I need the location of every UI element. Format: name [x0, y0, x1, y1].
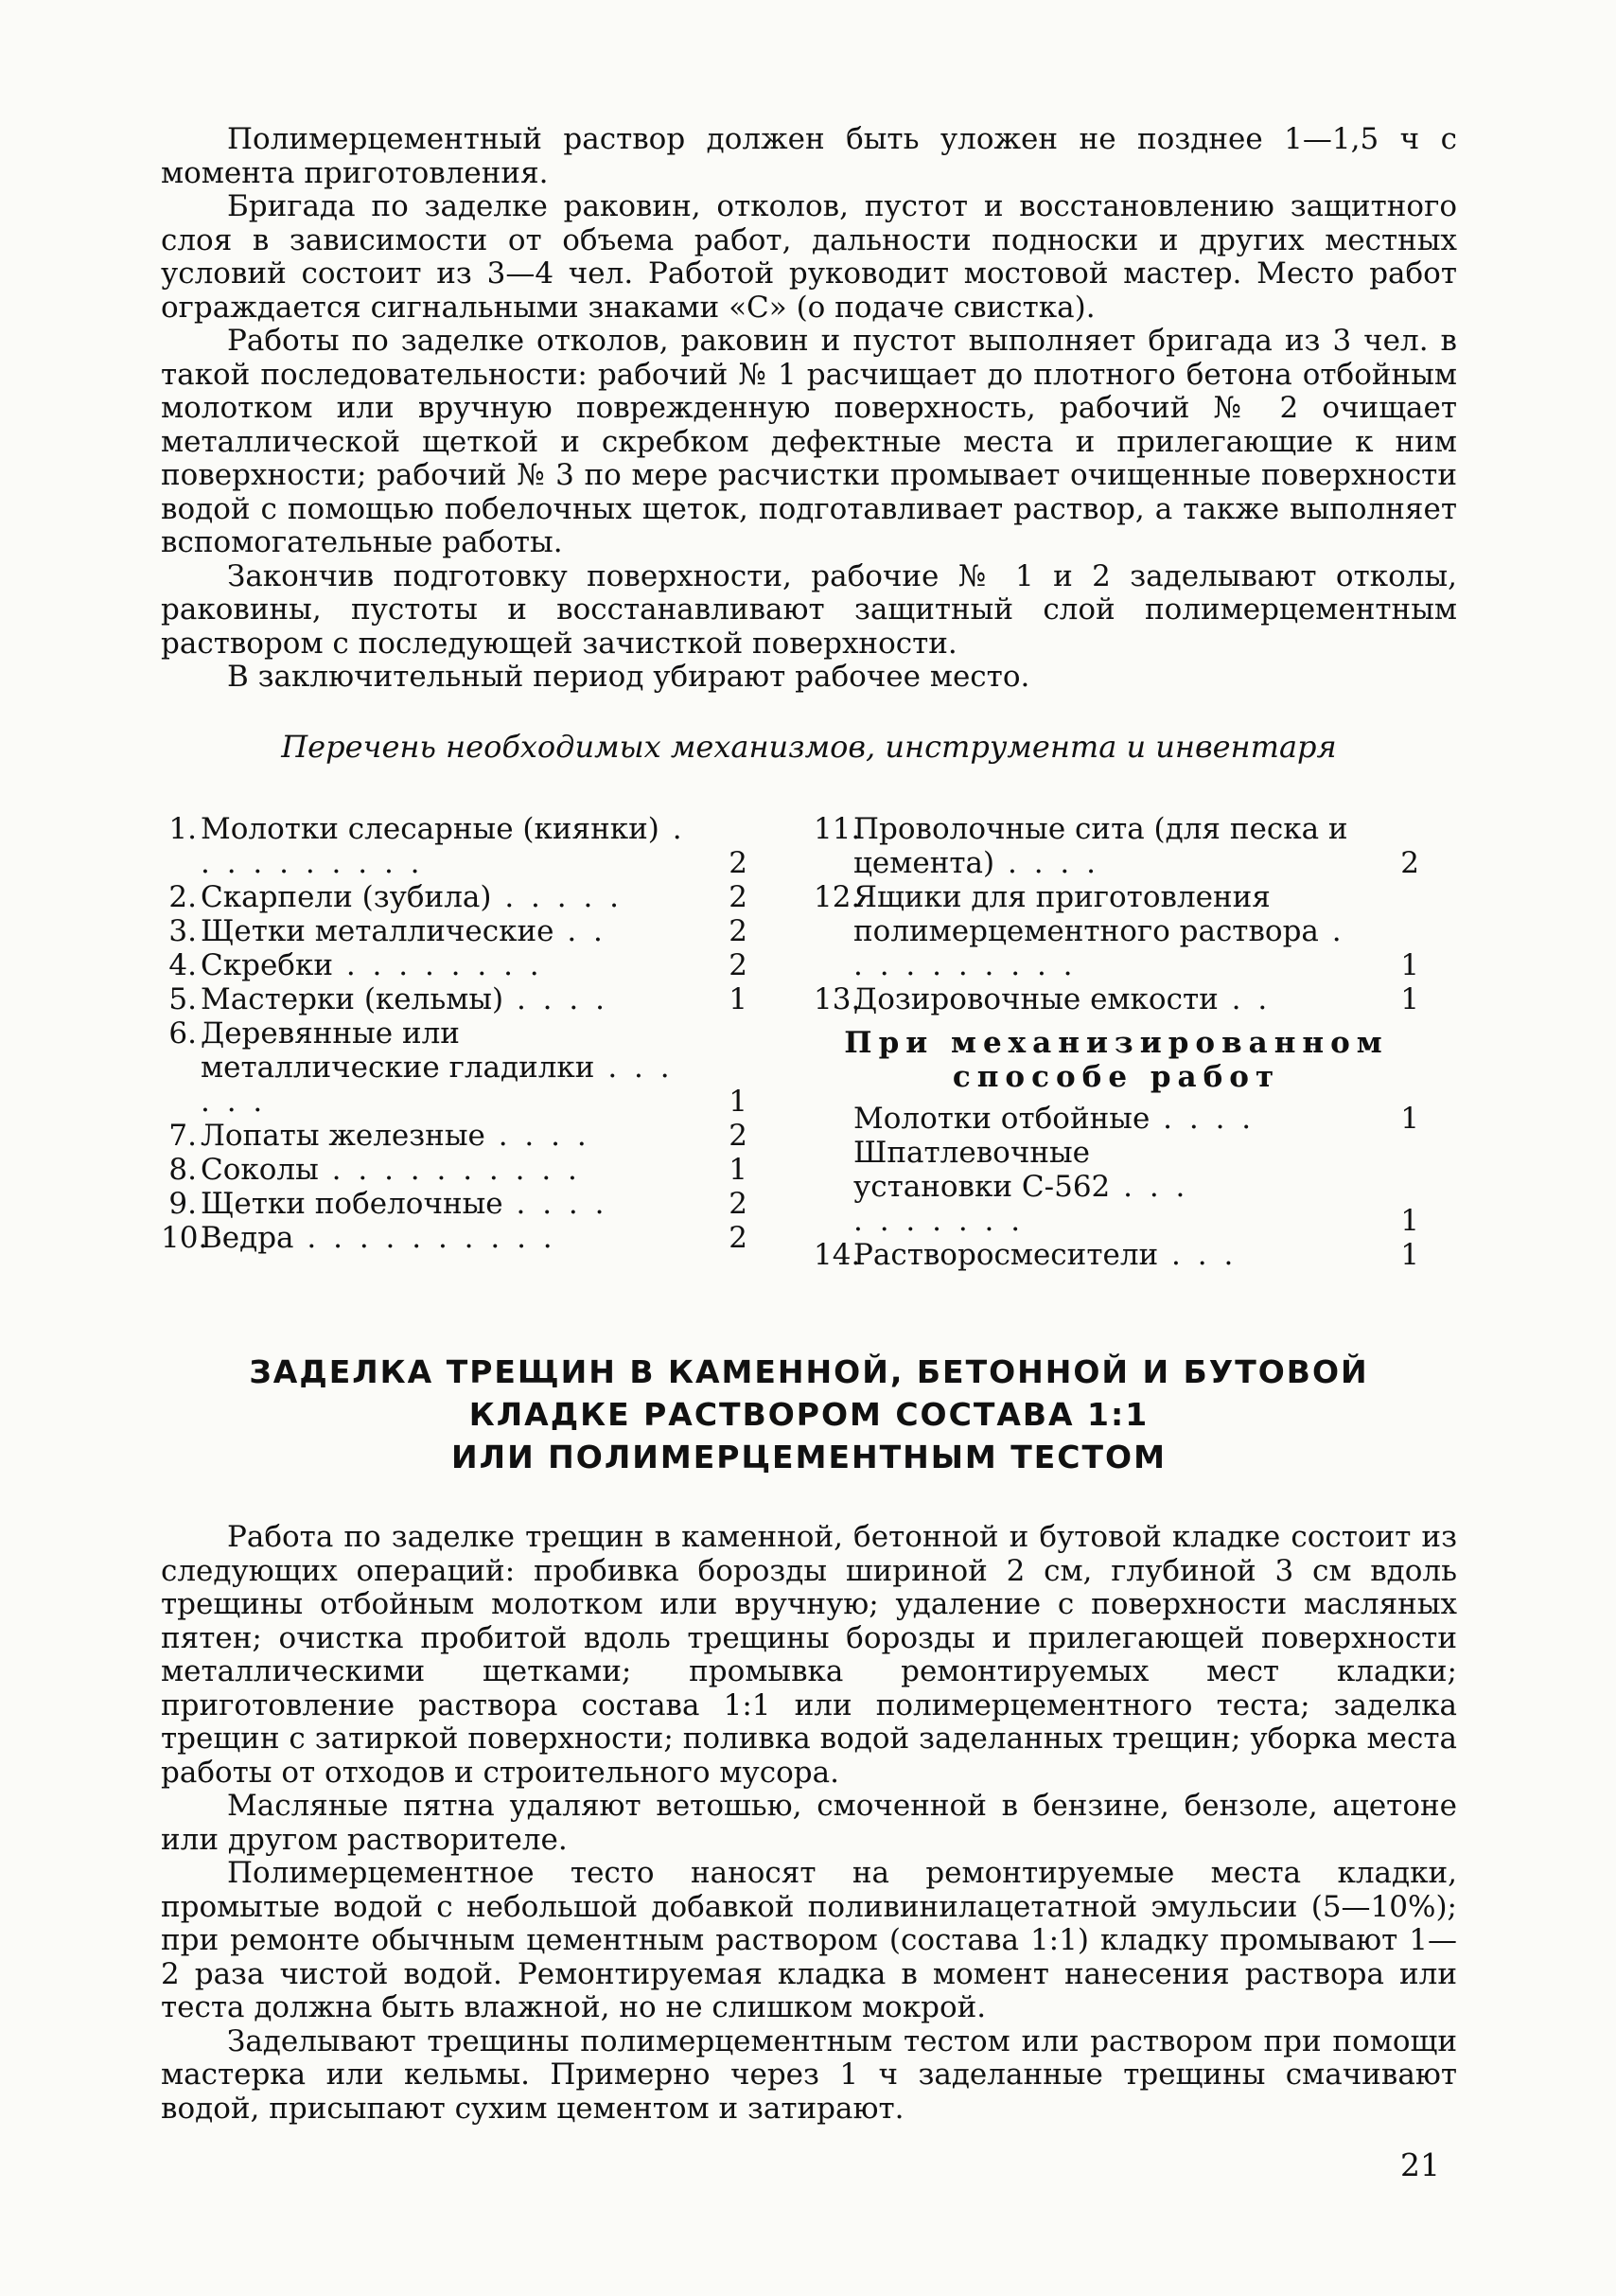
paragraph: Полимерцементное тесто наносят на ремонтируемые места кладки, промытые водой с небольшой добавкой поливинилацетатной эмульсии (5—10%); при ремонте обычным цементным раствором (состава 1:1) кладку промывают 1—2 раза чистой водой. Ремонтируемая кладка в момент нанесения раствора или теста должна быть влажной, но не слишком мокрой.: [161, 1856, 1457, 2024]
list-item: 2. Скарпели (зубила) . . . . . 2: [161, 880, 747, 914]
item-label: Щетки побелочные: [201, 1187, 503, 1221]
item-number: 7.: [168, 1119, 197, 1153]
list-item: 5. Мастерки (кельмы) . . . . 1: [161, 982, 747, 1016]
item-label: Деревянные или металлические гладилки: [201, 1016, 595, 1085]
mech-title-line: При механизированном: [844, 1026, 1389, 1060]
list-item: Молотки отбойные . . . . 1: [853, 1102, 1419, 1136]
equipment-list-left: [161, 812, 747, 1255]
list-item: 6. Деревянные или металлические гладилки . . . . . . 1: [161, 1016, 747, 1119]
item-label: Щетки металлические: [201, 914, 554, 948]
item-label: Молотки слесарные (киянки): [201, 812, 659, 846]
item-number: 13.: [814, 982, 861, 1016]
item-label: Ящики для приготовления полимерцементного раствора: [853, 880, 1319, 948]
item-number: 12.: [814, 880, 861, 914]
item-quantity: 1: [1400, 948, 1419, 982]
item-label: Ведра: [201, 1221, 294, 1255]
item-label: Проволочные сита (для песка и цемента): [853, 812, 1348, 880]
item-number: 8.: [168, 1153, 197, 1187]
item-number: 5.: [168, 982, 197, 1016]
item-number: 1.: [168, 812, 197, 846]
list-item: 1. Молотки слесарные (киянки) . . . . . . . . . . 2: [161, 812, 747, 880]
item-number: 2.: [168, 880, 197, 914]
paragraph: Работы по заделке отколов, раковин и пустот выполняет бригада из 3 чел. в такой последовательности: рабочий № 1 расчищает до плотного бетона отбойным молотком или вручную поврежденную поверхность, рабочий № 2 очищает металлической щеткой и скребком дефектные места и прилегающие к ним поверхности; рабочий № 3 по мере расчистки промывает очищенные поверхности водой с помощью побелочных щеток, подготавливает раствор, а также выполняет вспомогательные работы.: [161, 324, 1457, 559]
equipment-list-title: Перечень необходимых механизмов, инструмента и инвентаря: [281, 729, 1337, 765]
item-quantity: 2: [729, 880, 747, 914]
item-label: Растворосмесители: [853, 1238, 1159, 1272]
list-item: 11. Проволочные сита (для песка и цемента) . . . . 2: [814, 812, 1419, 880]
list-item: 13. Дозировочные емкости . . 1: [814, 982, 1419, 1016]
item-label: Молотки отбойные: [853, 1102, 1151, 1136]
bottom-text-block: [161, 1521, 1457, 2126]
item-quantity: 2: [729, 948, 747, 982]
item-quantity: 2: [1400, 846, 1419, 880]
item-number: 9.: [168, 1187, 197, 1221]
paragraph: Закончив подготовку поверхности, рабочие № 1 и 2 заделывают отколы, раковины, пустоты и восстанавливают защитный слой полимерцементным раствором с последующей зачисткой поверхности.: [161, 558, 1457, 661]
item-quantity: 1: [1400, 1102, 1419, 1136]
top-text-block: [161, 123, 1457, 695]
list-item: 10. Ведра . . . . . . . . . . 2: [161, 1221, 747, 1255]
paragraph: Масляные пятна удаляют ветошью, смоченной в бензине, бензоле, ацетоне или другом растворителе.: [161, 1789, 1457, 1857]
mechanized-section-title: [814, 1016, 1419, 1102]
item-label: Дозировочные емкости: [853, 982, 1219, 1016]
item-label: Шпатлевочные установки С-562: [853, 1136, 1111, 1204]
item-quantity: 2: [729, 1119, 747, 1153]
list-item: Шпатлевочные установки С-562 . . . . . . . . . . 1: [853, 1136, 1419, 1238]
item-label: Скарпели (зубила): [201, 880, 492, 914]
item-label: Мастерки (кельмы): [201, 982, 504, 1016]
list-item: 12. Ящики для приготовления полимерцементного раствора . . . . . . . . . . 1: [814, 880, 1419, 982]
item-label: Лопаты железные: [201, 1119, 485, 1153]
list-item: 9. Щетки побелочные . . . . 2: [161, 1187, 747, 1221]
item-quantity: 2: [729, 914, 747, 948]
item-quantity: 1: [1400, 1238, 1419, 1272]
heading-line: ИЛИ ПОЛИМЕРЦЕМЕНТНЫМ ТЕСТОМ: [451, 1439, 1167, 1475]
item-quantity: 1: [729, 982, 747, 1016]
paragraph: Полимерцементный раствор должен быть уложен не позднее 1—1,5 ч с момента приготовления.: [161, 122, 1457, 190]
item-label: Скребки: [201, 948, 333, 982]
mech-title-line: способе работ: [952, 1060, 1281, 1094]
list-item: 4. Скребки . . . . . . . . 2: [161, 948, 747, 982]
item-number: 10.: [161, 1221, 208, 1255]
item-quantity: 2: [729, 1221, 747, 1255]
paragraph: Заделывают трещины полимерцементным тестом или раствором при помощи мастерка или кельмы. Примерно через 1 ч заделанные трещины смачивают водой, присыпают сухим цементом и затирают.: [161, 2023, 1457, 2126]
item-label: Соколы: [201, 1153, 319, 1187]
paragraph: В заключительный период убирают рабочее место.: [227, 660, 1030, 694]
list-item: 3. Щетки металлические . . 2: [161, 914, 747, 948]
paragraph: Бригада по заделке раковин, отколов, пустот и восстановлению защитного слоя в зависимости от объема работ, дальности подноски и других местных условий состоит из 3—4 чел. Работой руководит мостовой мастер. Место работ ограждается сигнальными знаками «С» (о подаче свистка).: [161, 189, 1457, 325]
item-number: 6.: [168, 1016, 197, 1051]
heading-line: ЗАДЕЛКА ТРЕЩИН В КАМЕННОЙ, БЕТОННОЙ И БУТОВОЙ: [249, 1353, 1369, 1390]
section-heading: [161, 1351, 1457, 1478]
item-quantity: 2: [729, 1187, 747, 1221]
item-quantity: 2: [729, 846, 747, 880]
item-number: 11.: [814, 812, 861, 846]
list-item: 7. Лопаты железные . . . . 2: [161, 1119, 747, 1153]
list-item: 14. Растворосмесители . . . 1: [814, 1238, 1419, 1272]
item-quantity: 1: [729, 1085, 747, 1119]
item-quantity: 1: [1400, 1204, 1419, 1238]
item-quantity: 1: [1400, 982, 1419, 1016]
heading-line: КЛАДКЕ РАСТВОРОМ СОСТАВА 1:1: [468, 1396, 1150, 1433]
page-number: 21: [1400, 2146, 1440, 2183]
list-item: 8. Соколы . . . . . . . . . . 1: [161, 1153, 747, 1187]
item-quantity: 1: [729, 1153, 747, 1187]
equipment-list-right: [814, 812, 1419, 1272]
paragraph: Работа по заделке трещин в каменной, бетонной и бутовой кладке состоит из следующих операций: пробивка борозды шириной 2 см, глубиной 3 см вдоль трещины отбойным молотком или вручную; удаление с поверхности масляных пятен; очистка пробитой вдоль трещины борозды и прилегающей поверхности металлическими щетками; промывка ремонтируемых мест кладки; приготовление раствора состава 1:1 или полимерцементного теста; заделка трещин с затиркой поверхности; поливка водой заделанных трещин; уборка места работы от отходов и строительного мусора.: [161, 1520, 1457, 1790]
item-number: 14.: [814, 1238, 861, 1272]
item-number: 3.: [168, 914, 197, 948]
item-number: 4.: [168, 948, 197, 982]
